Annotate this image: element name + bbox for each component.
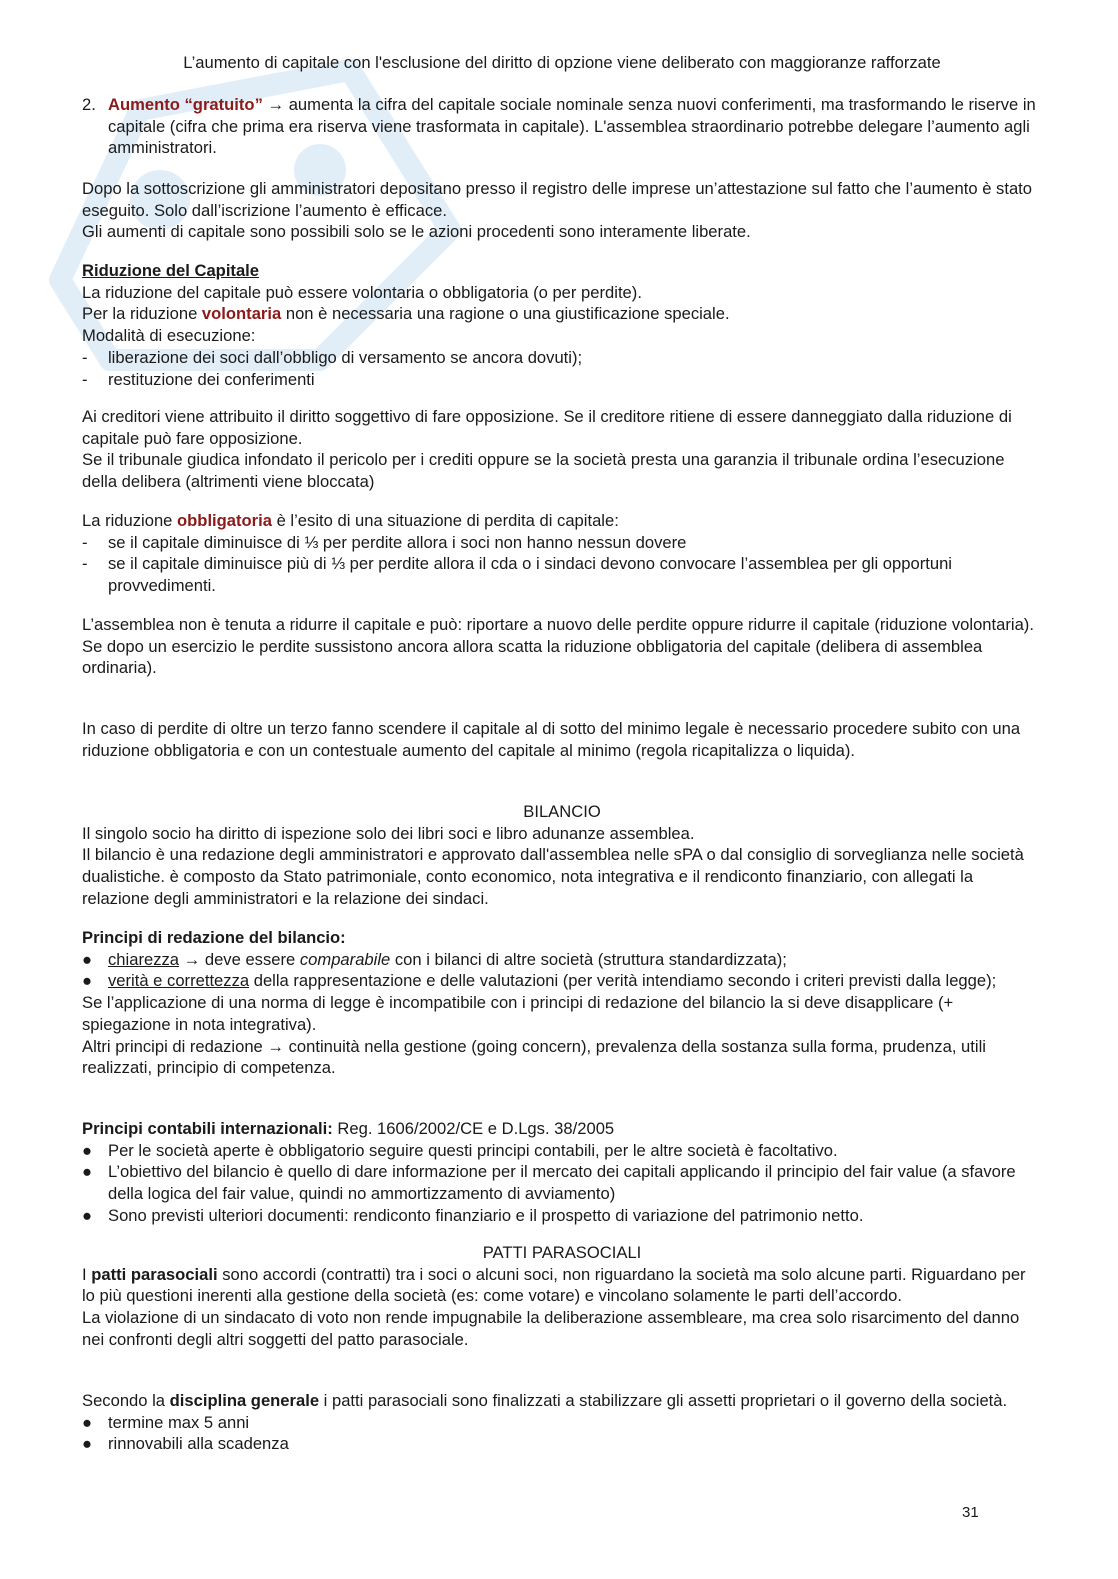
paragraph-obbligatoria: La riduzione obbligatoria è l’esito di una situazione di perdita di capitale: - se il capitale diminuisce di ⅓ per perdite allora i soci non hanno nessun dovere - se il capitale diminuisce più di ⅓ per perdite allora il cda o i sindaci devono convocare l’assemblea per gli opportuni provvedimenti. xyxy=(82,510,1042,597)
list-item: - se il capitale diminuisce di ⅓ per perdite allora i soci non hanno nessun dovere xyxy=(82,532,687,552)
section-bilancio: BILANCIO Il singolo socio ha diritto di ispezione solo dei libri soci e libro adunanze assemblea. Il bilancio è una redazione degli amministratori e approvato dall'assemblea nelle sPA o dal consiglio di sorveglianza nelle società dualistiche. è composto da Stato patrimoniale, conto economico, nota integrativa e il rendiconto finanziario, con allegati la relazione degli amministratori e la relazione dei sindaci. xyxy=(82,801,1042,910)
list-item: ● rinnovabili alla scadenza xyxy=(82,1434,289,1454)
list-item: - restituzione dei conferimenti xyxy=(82,369,315,389)
list-item: - liberazione dei soci dall’obbligo di versamento se ancora dovuti); xyxy=(82,347,583,367)
list-item: ● termine max 5 anni xyxy=(82,1412,250,1432)
document-page xyxy=(82,52,1042,1454)
paragraph-creditori: Ai creditori viene attribuito il diritto soggettivo di fare opposizione. Se il creditore ritiene di essere danneggiato dalla riduzione di capitale può fare opposizione. Se il tribunale giudica infondato il pericolo per i crediti oppure se la società presta una garanzia il tribunale ordina l’esecuzione della delibera (altrimenti viene bloccata) xyxy=(82,407,1012,492)
list-item: ● Sono previsti ulteriori documenti: rendiconto finanziario e il prospetto di variazione del patrimonio netto. xyxy=(82,1205,864,1225)
section-heading: PATTI PARASOCIALI xyxy=(482,1243,642,1262)
list-item: ● L’obiettivo del bilancio è quello di dare informazione per il mercato dei capitali applicando il principio del fair value (a sfavore della logica del fair value, quindi no ammortizzamento di avviamento) xyxy=(82,1162,1016,1204)
list-item: - se il capitale diminuisce più di ⅓ per perdite allora il cda o i sindaci devono convocare l’assemblea per gli opportuni provvedimenti. xyxy=(82,554,952,596)
paragraph-assemblea: L’assemblea non è tenuta a ridurre il capitale e può: riportare a nuovo delle perdite oppure ridurre il capitale (riduzione volontaria). Se dopo un esercizio le perdite sussistono ancora allora scatta la riduzione obbligatoria del capitale (delibera di assemblea ordinaria). xyxy=(82,615,1034,678)
list-item: ● verità e correttezza della rappresentazione e delle valutazioni (per verità intendiamo secondo i criteri previsti dalla legge); xyxy=(82,971,997,991)
paragraph-sottoscrizione: Dopo la sottoscrizione gli amministratori depositano presso il registro delle imprese un’attestazione sul fatto che l’aumento è stato eseguito. Solo dall’iscrizione l’aumento è efficace. Gli aumenti di capitale sono possibili solo se le azioni procedenti sono interamente liberate. xyxy=(82,179,1033,242)
paragraph-perdite: In caso di perdite di oltre un terzo fanno scendere il capitale al di sotto del minimo legale è necessario procedere subito con una riduzione obbligatoria e con un contestuale aumento del capitale al minimo (regola ricapitalizza o liquida). xyxy=(82,719,1021,760)
page-number: 31 xyxy=(962,1504,979,1521)
section-patti: PATTI PARASOCIALI I patti parasociali sono accordi (contratti) tra i soci o alcuni soci, non riguardano la società ma solo alcune parti. Riguardano per lo più questioni inerenti alla gestione della società (es: come votare) e vincolano solamente le parti dell’accordo. La violazione di un sindacato di voto non rende impugnabile la deliberazione assembleare, ma crea solo risarcimento del danno nei confronti degli altri soggetti del patto parasociale. xyxy=(82,1242,1042,1351)
section-title: Principi di redazione del bilancio: xyxy=(82,928,346,947)
numbered-item-2: 2. Aumento “gratuito” → aumenta la cifra del capitale sociale nominale senza nuovi conferimenti, ma trasformando le riserve in capitale (cifra che prima era riserva viene trasformata in capitale). L'assemblea straordinario potrebbe delegare l’aumento agli amministratori. xyxy=(82,95,1036,158)
section-heading: BILANCIO xyxy=(523,802,601,821)
paragraph-disciplina: Secondo la disciplina generale i patti parasociali sono finalizzati a stabilizzare gli assetti proprietari o il governo della società. ● termine max 5 anni ● rinnovabili alla scadenza xyxy=(82,1390,1042,1455)
list-item: ● chiarezza → deve essere comparabile con i bilanci di altre società (struttura standardizzata); xyxy=(82,949,787,969)
section-title: Riduzione del Capitale xyxy=(82,261,260,280)
opzione-line: L’aumento di capitale con l'esclusione del diritto di opzione viene deliberato con maggioranze rafforzate xyxy=(183,53,941,72)
section-riduzione: Riduzione del Capitale La riduzione del capitale può essere volontaria o obbligatoria (o per perdite). Per la riduzione volontaria non è necessaria una ragione o una giustificazione speciale. Modalità di esecuzione: - liberazione dei soci dall’obbligo di versamento se ancora dovuti); - restituzione dei conferimenti xyxy=(82,260,1042,390)
section-principi: Principi di redazione del bilancio: ● chiarezza → deve essere comparabile con i bilanci di altre società (struttura standardizzata); ● verità e correttezza della rappresentazione e delle valutazioni (per verità intendiamo secondo i criteri previsti dalla legge); Se l’applicazione di una norma di legge è incompatibile con i principi di redazione del bilancio la si deve disapplicare (+ spiegazione in nota integrativa). Altri principi di redazione → continuità nella gestione (going concern), prevalenza della sostanza sulla forma, prudenza, utili realizzati, principio di competenza. xyxy=(82,927,1042,1079)
section-internazionali: Principi contabili internazionali: Reg. 1606/2002/CE e D.Lgs. 38/2005 ● Per le società aperte è obbligatorio seguire questi principi contabili, per le altre società è facoltativo. ● L’obiettivo del bilancio è quello di dare informazione per il mercato dei capitali applicando il principio del fair value (a sfavore della logica del fair value, quindi no ammortizzamento di avviamento) ● Sono previsti ulteriori documenti: rendiconto finanziario e il prospetto di variazione del patrimonio netto. xyxy=(82,1118,1042,1227)
list-item: ● Per le società aperte è obbligatorio seguire questi principi contabili, per le altre società è facoltativo. xyxy=(82,1140,838,1160)
